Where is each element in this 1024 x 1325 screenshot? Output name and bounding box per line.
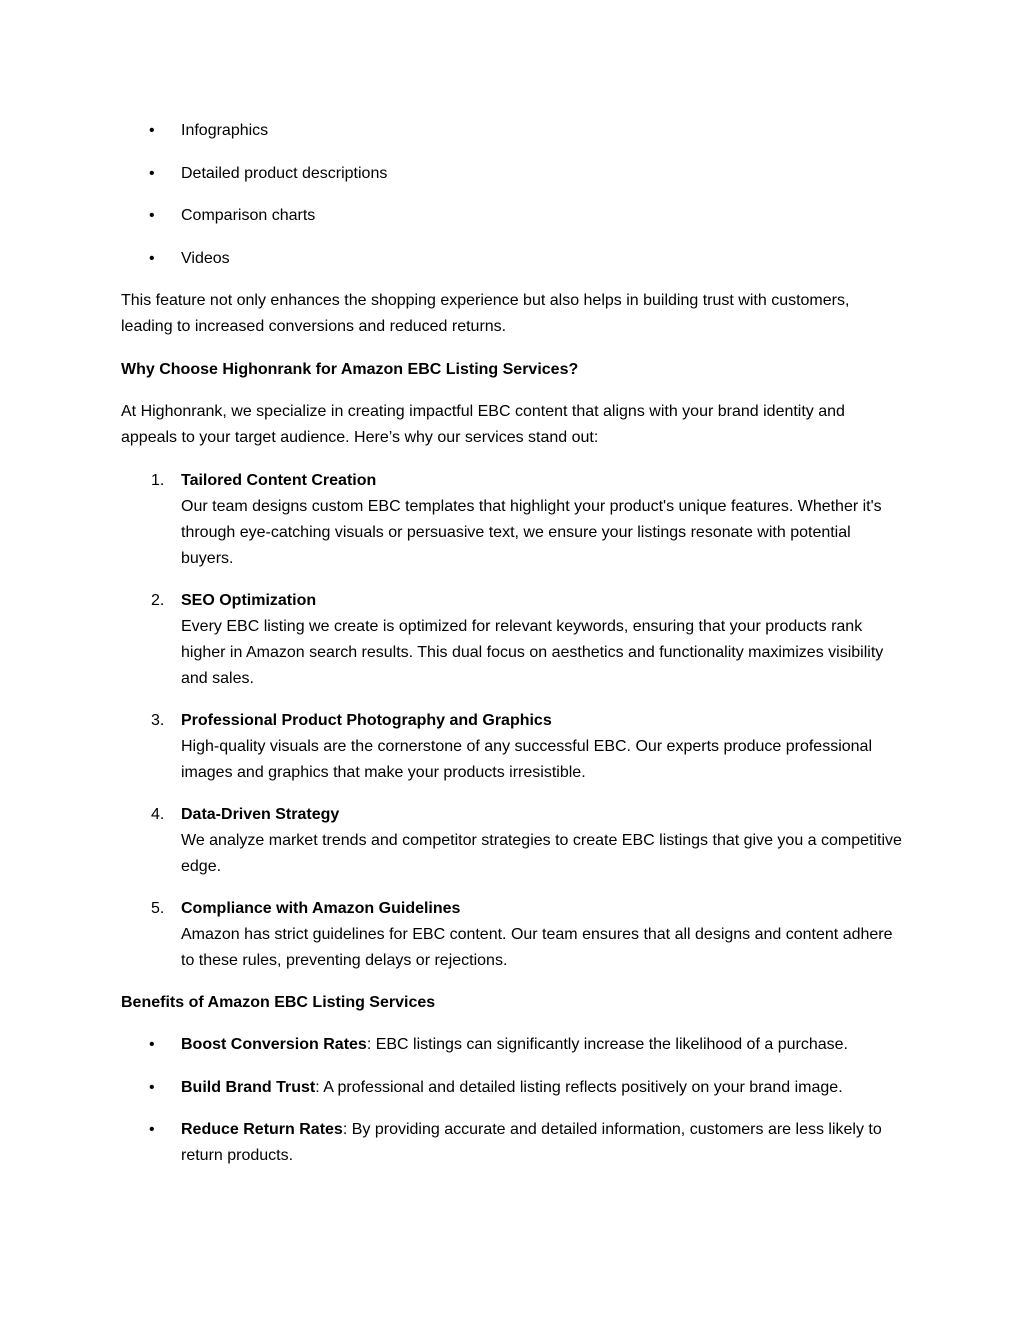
service-title: Data-Driven Strategy — [181, 805, 340, 823]
benefit-item — [121, 1117, 903, 1169]
list-number: 3. — [151, 711, 165, 729]
service-title: Tailored Content Creation — [181, 471, 377, 489]
why-heading: Why Choose Highonrank for Amazon EBC Listing Services? — [121, 360, 579, 378]
bullet-icon: • — [149, 207, 155, 224]
bullet-icon: • — [149, 1121, 155, 1138]
service-title: SEO Optimization — [181, 591, 317, 609]
service-title: Compliance with Amazon Guidelines — [181, 899, 461, 917]
service-text: High-quality visuals are the cornerstone of any successful EBC. Our experts produce professional images and graphics that make your products irresistible. — [181, 737, 873, 781]
service-item — [121, 802, 903, 880]
bullet-icon: • — [149, 249, 155, 267]
service-text: Amazon has strict guidelines for EBC content. Our team ensures that all designs and content adhere to these rules, preventing delays or rejections. — [181, 925, 893, 969]
benefit-title: Boost Conversion Rates — [181, 1036, 367, 1053]
why-paragraph: At Highonrank, we specialize in creating impactful EBC content that aligns with your brand identity and appeals to your target audience. Here’s why our services stand out: — [121, 403, 845, 446]
bullet-icon: • — [149, 1078, 155, 1096]
service-item — [121, 468, 903, 572]
service-item — [121, 708, 903, 786]
intro-paragraph: This feature not only enhances the shopping experience but also helps in building trust with customers, leading to increased conversions and reduced returns. — [121, 292, 850, 335]
list-number: 2. — [151, 591, 165, 609]
benefit-title: Build Brand Trust — [181, 1078, 316, 1096]
list-number: 1. — [151, 471, 165, 489]
bullet-icon: • — [149, 1036, 155, 1053]
benefit-text: : EBC listings can significantly increase the likelihood of a purchase. — [366, 1036, 848, 1053]
list-item-text: Infographics — [181, 122, 269, 139]
document-page — [121, 118, 903, 1186]
list-number: 4. — [151, 805, 165, 823]
list-item — [121, 203, 903, 229]
benefit-text: : A professional and detailed listing reflects positively on your brand image. — [315, 1078, 843, 1096]
benefit-text: : By providing accurate and detailed information, customers are less likely to return products. — [181, 1121, 882, 1164]
service-text: We analyze market trends and competitor strategies to create EBC listings that give you a competitive edge. — [181, 831, 902, 875]
benefits-list — [121, 1032, 903, 1169]
list-item — [121, 246, 903, 272]
media-list — [121, 118, 903, 272]
service-text: Our team designs custom EBC templates that highlight your product's unique features. Whether it's through eye-catching visuals or persuasive text, we ensure your listings resonate with potential buyers. — [181, 497, 882, 567]
list-item — [121, 161, 903, 187]
list-item — [121, 118, 903, 144]
benefit-title: Reduce Return Rates — [181, 1121, 343, 1138]
list-item-text: Videos — [181, 249, 230, 267]
services-list — [121, 468, 903, 974]
service-text: Every EBC listing we create is optimized for relevant keywords, ensuring that your products rank higher in Amazon search results. This dual focus on aesthetics and functionality maximizes visibility and sales. — [181, 617, 884, 687]
service-item — [121, 588, 903, 692]
list-item-text: Detailed product descriptions — [181, 164, 388, 182]
bullet-icon: • — [149, 164, 155, 182]
bullet-icon: • — [149, 122, 155, 139]
benefits-heading: Benefits of Amazon EBC Listing Services — [121, 993, 436, 1011]
service-item — [121, 896, 903, 974]
benefit-item — [121, 1075, 903, 1101]
list-item-text: Comparison charts — [181, 207, 316, 224]
service-title: Professional Product Photography and Graphics — [181, 711, 552, 729]
list-number: 5. — [151, 899, 165, 917]
benefit-item — [121, 1032, 903, 1058]
